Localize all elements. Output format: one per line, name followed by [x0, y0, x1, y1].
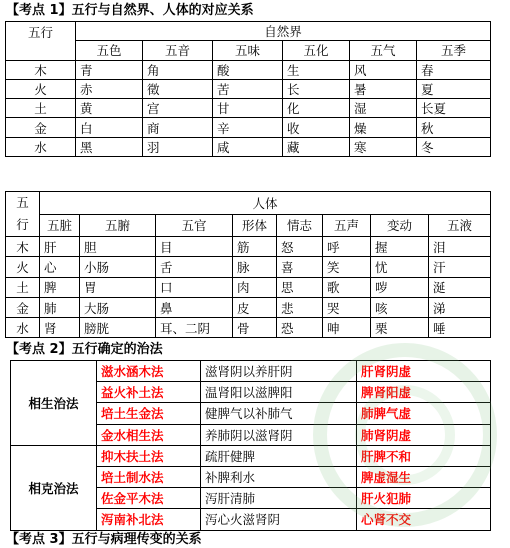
table-cell: 脾: [40, 277, 80, 297]
table-cell: 黄: [76, 99, 143, 118]
table-cell: 脉: [233, 257, 277, 277]
table-cell: 口: [156, 277, 233, 297]
table-row: [6, 297, 491, 317]
element-label: 土: [6, 99, 76, 118]
table-cell: 心: [40, 257, 80, 277]
method-description: 健脾气以补肺气: [201, 403, 357, 424]
table-cell: 暑: [350, 79, 417, 98]
method-name: 抑木扶土法: [97, 445, 201, 466]
table-cell: 苦: [213, 79, 283, 98]
table-row: [6, 257, 491, 277]
method-name: 佐金平木法: [97, 488, 201, 509]
table-row: [6, 99, 491, 118]
method-indication: 肝脾不和: [357, 445, 491, 466]
table-cell: 胆: [80, 237, 156, 257]
table-cell: 肺: [40, 297, 80, 317]
method-description: 温肾阳以滋脾阳: [201, 382, 357, 403]
table-cell: 歌: [323, 277, 371, 297]
table-cell: 汗: [429, 257, 491, 277]
table2-col-header: 变动: [371, 214, 429, 237]
table-cell: 皮: [233, 297, 277, 317]
table-row: [11, 361, 491, 382]
method-description: 补脾利水: [201, 466, 357, 487]
table-cell: 辛: [213, 118, 283, 137]
table-cell: 舌: [156, 257, 233, 277]
table2-col-header: 形体: [233, 214, 277, 237]
method-name: 培土生金法: [97, 403, 201, 424]
table-cell: 藏: [283, 137, 350, 156]
table-cell: 泪: [429, 237, 491, 257]
table2-col-header: 五官: [156, 214, 233, 237]
section-heading-3-partial: 【考点 3】五行与病理传变的关系: [6, 532, 202, 547]
body-correspondence-table: [5, 191, 491, 338]
table-cell: 握: [371, 237, 429, 257]
table1-col-header: 五味: [213, 41, 283, 60]
method-name: 滋水涵木法: [97, 361, 201, 382]
element-label: 金: [6, 118, 76, 137]
table-cell: 筋: [233, 237, 277, 257]
method-indication: 肺肾阴虚: [357, 424, 491, 445]
table2-col-header: 五声: [323, 214, 371, 237]
table-cell: 目: [156, 237, 233, 257]
table-cell: 涎: [429, 277, 491, 297]
table-cell: 笑: [323, 257, 371, 277]
table-cell: 长夏: [417, 99, 491, 118]
method-description: 泻心火滋肾阴: [201, 509, 357, 530]
table-cell: 黑: [76, 137, 143, 156]
method-indication: 脾虚湿生: [357, 466, 491, 487]
method-group-label: 相克治法: [11, 445, 97, 530]
table-cell: 小肠: [80, 257, 156, 277]
element-label: 木: [6, 60, 76, 79]
table-cell: 呻: [323, 318, 371, 338]
method-name: 金水相生法: [97, 424, 201, 445]
table2-rowhead: [6, 192, 40, 237]
table2-rowhead-top: 五: [16, 195, 29, 210]
table-cell: 涕: [429, 297, 491, 317]
table-cell: 甘: [213, 99, 283, 118]
table-cell: 肝: [40, 237, 80, 257]
method-description: 养肺阴以滋肾阴: [201, 424, 357, 445]
table-row: [6, 277, 491, 297]
table-cell: 肉: [233, 277, 277, 297]
element-label: 火: [6, 257, 40, 277]
method-name: 益火补土法: [97, 382, 201, 403]
table2-grouphead: 人体: [40, 192, 491, 215]
nature-correspondence-table: [5, 21, 491, 157]
table-cell: 悲: [277, 297, 323, 317]
table1-col-header: 五气: [350, 41, 417, 60]
table-cell: 忧: [371, 257, 429, 277]
table-row: [6, 237, 491, 257]
table-cell: 哕: [371, 277, 429, 297]
table-cell: 青: [76, 60, 143, 79]
method-description: 滋肾阴以养肝阴: [201, 361, 357, 382]
method-indication: 肝火犯肺: [357, 488, 491, 509]
table-cell: 春: [417, 60, 491, 79]
table-cell: 宫: [143, 99, 213, 118]
table1-grouphead: 自然界: [76, 22, 491, 41]
table-cell: 耳、二阴: [156, 318, 233, 338]
table-cell: 冬: [417, 137, 491, 156]
section-heading-1: 【考点 1】五行与自然界、人体的对应关系: [6, 3, 254, 18]
table-cell: 呼: [323, 237, 371, 257]
table-row: [6, 318, 491, 338]
table1-col-header: 五色: [76, 41, 143, 60]
method-indication: 肝肾阴虚: [357, 361, 491, 382]
table-cell: 收: [283, 118, 350, 137]
table-row: [6, 118, 491, 137]
section-heading-2: 【考点 2】五行确定的治法: [6, 342, 163, 357]
element-label: 金: [6, 297, 40, 317]
table-cell: 白: [76, 118, 143, 137]
method-name: 泻南补北法: [97, 509, 201, 530]
table-cell: 唾: [429, 318, 491, 338]
table1-rowhead: 五行: [6, 22, 76, 61]
method-indication: 肺脾气虚: [357, 403, 491, 424]
table-cell: 秋: [417, 118, 491, 137]
method-name: 培土制水法: [97, 466, 201, 487]
table2-col-header: 五腑: [80, 214, 156, 237]
table-cell: 胃: [80, 277, 156, 297]
method-group-label: 相生治法: [11, 361, 97, 446]
table-cell: 夏: [417, 79, 491, 98]
table-cell: 生: [283, 60, 350, 79]
table-cell: 膀胱: [80, 318, 156, 338]
table-cell: 咳: [371, 297, 429, 317]
table-cell: 羽: [143, 137, 213, 156]
table-cell: 咸: [213, 137, 283, 156]
table-cell: 酸: [213, 60, 283, 79]
element-label: 土: [6, 277, 40, 297]
table1-col-header: 五化: [283, 41, 350, 60]
table-cell: 风: [350, 60, 417, 79]
table-row: [6, 137, 491, 156]
table-cell: 长: [283, 79, 350, 98]
treatment-methods-table: [10, 360, 491, 531]
table2-col-header: 情志: [277, 214, 323, 237]
element-label: 火: [6, 79, 76, 98]
table-cell: 栗: [371, 318, 429, 338]
table-cell: 寒: [350, 137, 417, 156]
table-cell: 恐: [277, 318, 323, 338]
table-row: [6, 79, 491, 98]
table-cell: 思: [277, 277, 323, 297]
element-label: 水: [6, 318, 40, 338]
method-description: 泻肝清肺: [201, 488, 357, 509]
table-cell: 赤: [76, 79, 143, 98]
table-cell: 怒: [277, 237, 323, 257]
table-cell: 大肠: [80, 297, 156, 317]
table2-col-header: 五脏: [40, 214, 80, 237]
table-cell: 鼻: [156, 297, 233, 317]
table1-col-header: 五季: [417, 41, 491, 60]
table-cell: 化: [283, 99, 350, 118]
table2-rowhead-bottom: 行: [16, 217, 29, 232]
method-description: 疏肝健脾: [201, 445, 357, 466]
table-cell: 肾: [40, 318, 80, 338]
table-cell: 商: [143, 118, 213, 137]
table-row: [11, 445, 491, 466]
table1-col-header: 五音: [143, 41, 213, 60]
element-label: 木: [6, 237, 40, 257]
table-cell: 徵: [143, 79, 213, 98]
table-row: [6, 60, 491, 79]
table-cell: 骨: [233, 318, 277, 338]
method-indication: 心肾不交: [357, 509, 491, 530]
table-cell: 燥: [350, 118, 417, 137]
method-indication: 脾肾阳虚: [357, 382, 491, 403]
table-cell: 喜: [277, 257, 323, 277]
table-cell: 湿: [350, 99, 417, 118]
table2-col-header: 五液: [429, 214, 491, 237]
table-cell: 角: [143, 60, 213, 79]
table-cell: 哭: [323, 297, 371, 317]
element-label: 水: [6, 137, 76, 156]
